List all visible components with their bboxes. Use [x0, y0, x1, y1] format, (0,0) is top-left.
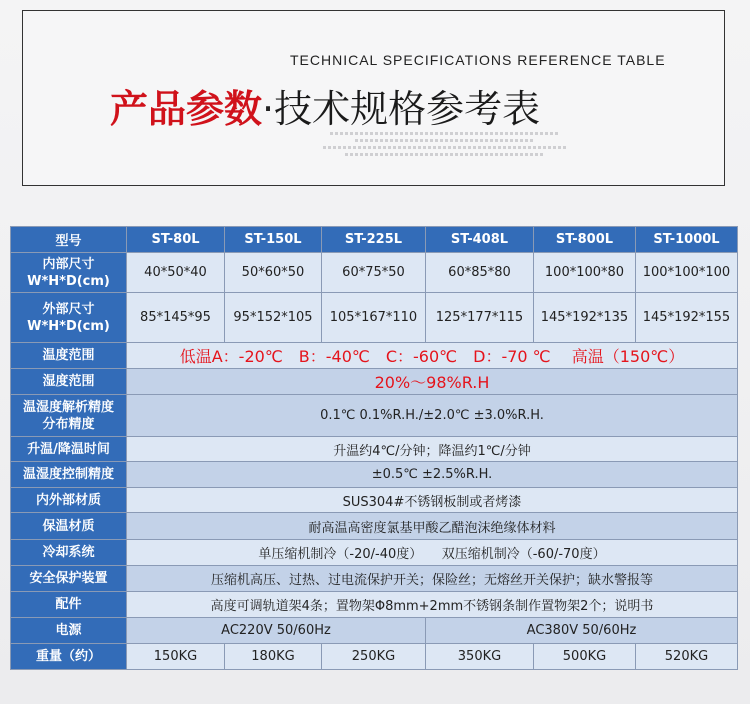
table-row-cooling	[11, 540, 738, 566]
ramp-value: 升温约4℃/分钟；降温约1℃/分钟	[127, 437, 738, 462]
weight-cell: 350KG	[426, 644, 534, 670]
material-label: 内外部材质	[11, 488, 127, 513]
table-row-temp-range	[11, 343, 738, 369]
cooling-label: 冷却系统	[11, 540, 127, 566]
safety-value: 压缩机高压、过热、过电流保护开关；保险丝；无熔丝开关保护；缺水警报等	[127, 566, 738, 592]
page-title	[110, 78, 540, 133]
accessory-value: 高度可调轨道架4条；置物架Φ8mm+2mm不锈钢条制作置物架2个；说明书	[127, 592, 738, 618]
humidity-range-value: 20%～98%R.H	[127, 369, 738, 395]
table-row-insulation	[11, 513, 738, 540]
model-cell: ST-225L	[322, 227, 426, 253]
inner-size-cell: 50*60*50	[225, 253, 322, 293]
temp-range-value: 低温A：-20℃ B：-40℃ C：-60℃ D：-70 ℃ 高温（150℃）	[127, 343, 738, 369]
insulation-label: 保温材质	[11, 513, 127, 540]
weight-cell: 180KG	[225, 644, 322, 670]
model-cell: ST-150L	[225, 227, 322, 253]
power-value-220v: AC220V 50/60Hz	[127, 618, 426, 644]
header-subtitle: TECHNICAL SPECIFICATIONS REFERENCE TABLE	[290, 52, 666, 68]
inner-size-cell: 40*50*40	[127, 253, 225, 293]
outer-size-cell: 105*167*110	[322, 293, 426, 343]
model-cell: ST-408L	[426, 227, 534, 253]
resolution-value: 0.1℃ 0.1%R.H./±2.0℃ ±3.0%R.H.	[127, 395, 738, 437]
outer-size-label: 外部尺寸 W*H*D(cm)	[11, 293, 127, 343]
title-red-part: 产品参数	[110, 87, 263, 131]
accessory-label: 配件	[11, 592, 127, 618]
outer-size-cell: 95*152*105	[225, 293, 322, 343]
model-cell: ST-80L	[127, 227, 225, 253]
table-row-accessory	[11, 592, 738, 618]
humidity-range-label: 湿度范围	[11, 369, 127, 395]
outer-size-cell: 145*192*155	[636, 293, 738, 343]
model-label: 型号	[11, 227, 127, 253]
temp-range-label: 温度范围	[11, 343, 127, 369]
table-row-power	[11, 618, 738, 644]
control-value: ±0.5℃ ±2.5%R.H.	[127, 462, 738, 488]
model-cell: ST-800L	[534, 227, 636, 253]
table-row-material	[11, 488, 738, 513]
weight-cell: 500KG	[534, 644, 636, 670]
weight-cell: 150KG	[127, 644, 225, 670]
ramp-label: 升温/降温时间	[11, 437, 127, 462]
inner-size-cell: 60*75*50	[322, 253, 426, 293]
weight-cell: 250KG	[322, 644, 426, 670]
table-row-ramp	[11, 437, 738, 462]
safety-label: 安全保护装置	[11, 566, 127, 592]
table-row-model	[11, 227, 738, 253]
resolution-label: 温湿度解析精度 分布精度	[11, 395, 127, 437]
title-black-part: 技术规格参考表	[274, 87, 541, 131]
weight-label: 重量（约）	[11, 644, 127, 670]
title-dot: ·	[262, 87, 275, 131]
control-label: 温湿度控制精度	[11, 462, 127, 488]
inner-size-cell: 100*100*80	[534, 253, 636, 293]
cooling-value: 单压缩机制冷（-20/-40度） 双压缩机制冷（-60/-70度）	[127, 540, 738, 566]
power-value-380v: AC380V 50/60Hz	[426, 618, 738, 644]
decorative-text-lines	[320, 128, 570, 160]
outer-size-cell: 125*177*115	[426, 293, 534, 343]
table-row-safety	[11, 566, 738, 592]
inner-size-cell: 100*100*100	[636, 253, 738, 293]
table-row-inner-size	[11, 253, 738, 293]
weight-cell: 520KG	[636, 644, 738, 670]
table-row-outer-size	[11, 293, 738, 343]
spec-table	[10, 226, 738, 670]
table-row-humidity-range	[11, 369, 738, 395]
table-row-control	[11, 462, 738, 488]
inner-size-cell: 60*85*80	[426, 253, 534, 293]
table-row-weight	[11, 644, 738, 670]
inner-size-label: 内部尺寸 W*H*D(cm)	[11, 253, 127, 293]
insulation-value: 耐高温高密度氯基甲酸乙醋泡沫绝缘体材料	[127, 513, 738, 540]
power-label: 电源	[11, 618, 127, 644]
model-cell: ST-1000L	[636, 227, 738, 253]
table-row-resolution	[11, 395, 738, 437]
outer-size-cell: 85*145*95	[127, 293, 225, 343]
material-value: SUS304#不锈钢板制或者烤漆	[127, 488, 738, 513]
outer-size-cell: 145*192*135	[534, 293, 636, 343]
